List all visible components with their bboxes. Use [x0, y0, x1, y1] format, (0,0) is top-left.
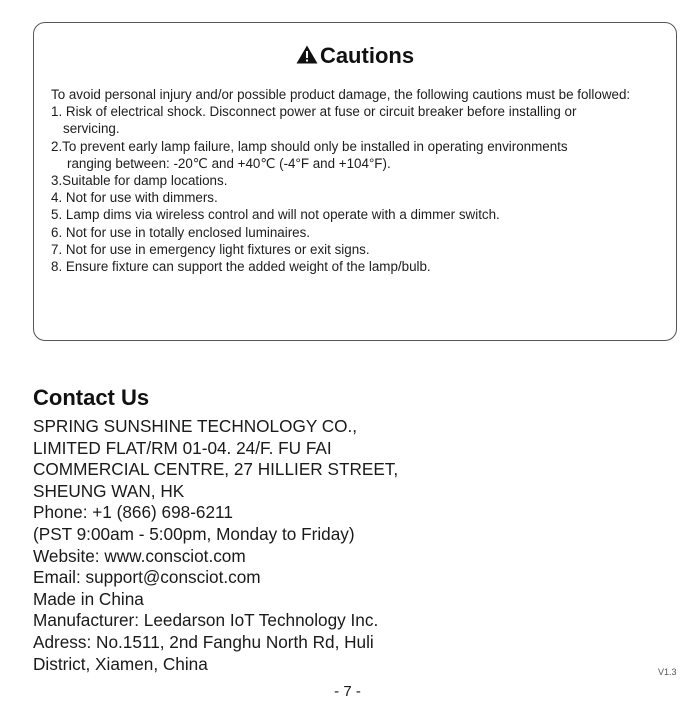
- caution-intro: To avoid personal injury and/or possible product damage, the following cautions must be followed:: [51, 87, 631, 102]
- contact-manufacturer: Manufacturer: Leedarson IoT Technology Inc.: [33, 610, 379, 631]
- contact-email: Email: support@consciot.com: [33, 567, 261, 588]
- caution-item-1: 1. Risk of electrical shock. Disconnect power at fuse or circuit breaker before installing or servicing.: [51, 104, 577, 137]
- warning-triangle-icon: [296, 45, 318, 64]
- cautions-title: [34, 43, 676, 69]
- contact-website: Website: www.consciot.com: [33, 545, 246, 566]
- cautions-title-text: Cautions: [319, 43, 415, 68]
- contact-address: Adress: No.1511, 2nd Fanghu North Rd, Huli: [33, 631, 374, 652]
- caution-item-3: 3.Suitable for damp locations.: [51, 173, 228, 189]
- caution-item-6: 6. Not for use in totally enclosed luminaires.: [51, 224, 311, 240]
- contact-heading: Contact Us: [33, 385, 150, 410]
- contact-line: COMMERCIAL CENTRE, 27 HILLIER STREET,: [33, 459, 399, 480]
- caution-item-8: 8. Ensure fixture can support the added weight of the lamp/bulb.: [51, 259, 431, 275]
- contact-line: SHEUNG WAN, HK: [33, 480, 185, 501]
- caution-item-5: 5. Lamp dims via wireless control and will not operate with a dimmer switch.: [51, 207, 500, 223]
- caution-item-2: 2.To prevent early lamp failure, lamp should only be installed in operating environments ranging between: -20℃ and +40℃ (-4°F and +104°F).: [51, 138, 568, 171]
- page-number: - 7 -: [334, 683, 361, 700]
- caution-item-4: 4. Not for use with dimmers.: [51, 190, 218, 206]
- contact-origin: Made in China: [33, 588, 144, 609]
- version-label: V1.3: [658, 667, 677, 677]
- contact-phone: Phone: +1 (866) 698-6211: [33, 502, 233, 523]
- caution-item-7: 7. Not for use in emergency light fixtures or exit signs.: [51, 241, 370, 257]
- cautions-box: [33, 22, 677, 341]
- contact-address: District, Xiamen, China: [33, 653, 208, 674]
- contact-line: LIMITED FLAT/RM 01-04. 24/F. FU FAI: [33, 437, 332, 458]
- caution-list: [51, 103, 664, 275]
- contact-body: [33, 416, 398, 675]
- contact-line: SPRING SUNSHINE TECHNOLOGY CO.,: [33, 416, 358, 436]
- caution-text: [51, 86, 664, 275]
- contact-hours: (PST 9:00am - 5:00pm, Monday to Friday): [33, 523, 355, 544]
